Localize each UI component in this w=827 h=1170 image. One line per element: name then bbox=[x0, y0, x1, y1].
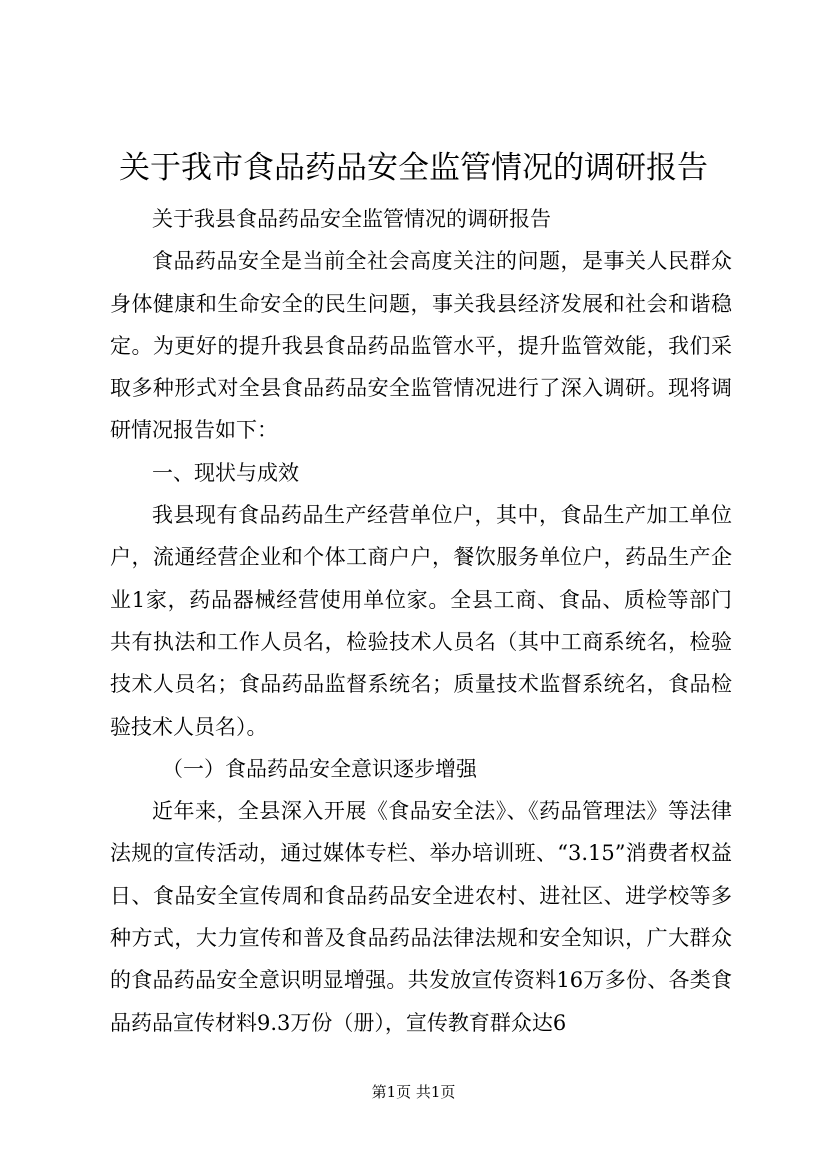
subsection-heading: （一）食品药品安全意识逐步增强 bbox=[162, 756, 477, 781]
publicity-paragraph: 近年来，全县深入开展《食品安全法》、《药品管理法》等法律法规的宣传活动，通过媒体专栏、举办培训班、“3.15”消费者权益日、食品安全宣传周和食品药品安全进农村、进社区、进学校等多种方式，大力宣传和普及食品药品法律法规和安全知识，广大群众的食品药品安全意识明显增强。共发放宣传资料16万多份、各类食品药品宣传材料9.3万份（册），宣传教育群众达6 bbox=[110, 799, 732, 1035]
intro-paragraph: 食品药品安全是当前全社会高度关注的问题，是事关人民群众身体健康和生命安全的民生问题，事关我县经济发展和社会和谐稳定。为更好的提升我县食品药品监管水平，提升监管效能，我们采取多种形式对全县食品药品安全监管情况进行了深入调研。现将调研情况报告如下： bbox=[110, 249, 732, 443]
document-body bbox=[110, 198, 732, 1044]
document-title: 关于我市食品药品安全监管情况的调研报告 bbox=[119, 150, 708, 186]
page-footer: 第1页 共1页 bbox=[371, 1083, 456, 1101]
status-paragraph: 我县现有食品药品生产经营单位户，其中，食品生产加工单位户，流通经营企业和个体工商户户，餐饮服务单位户，药品生产企业1家，药品器械经营使用单位家。全县工商、食品、质检等部门共有执法和工作人员名，检验技术人员名（其中工商系统名，检验技术人员名；食品药品监督系统名；质量技术监督系统名，食品检验技术人员名）。 bbox=[110, 503, 732, 739]
subtitle-paragraph: 关于我县食品药品安全监管情况的调研报告 bbox=[152, 207, 551, 231]
section-heading: 一、现状与成效 bbox=[152, 460, 299, 485]
